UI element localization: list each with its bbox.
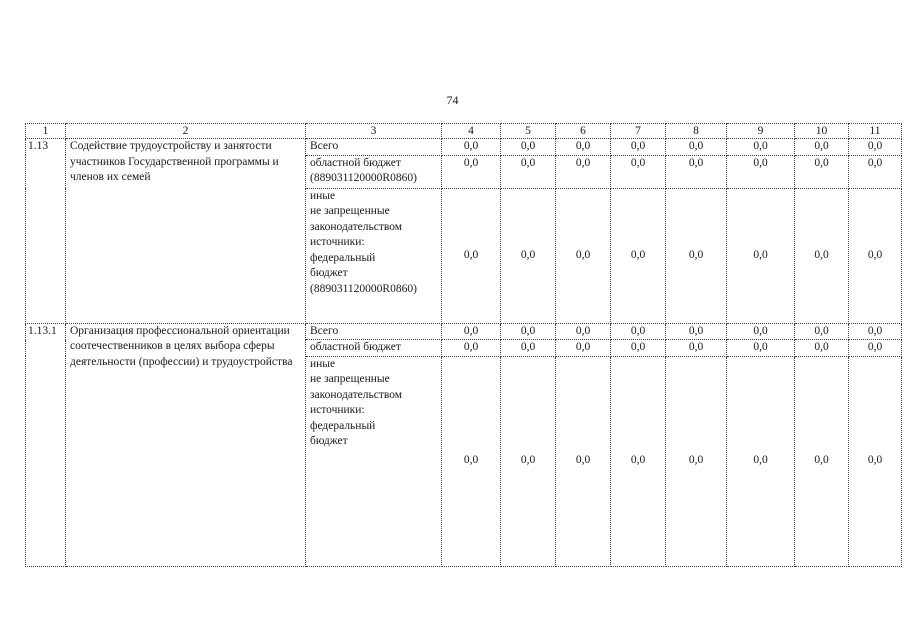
value-cell: 0,0 <box>727 340 795 357</box>
value-cell: 0,0 <box>795 139 849 156</box>
funding-source-line: Всего <box>310 140 339 152</box>
value-cell: 0,0 <box>727 323 795 340</box>
value-cell: 0,0 <box>795 323 849 340</box>
value-cell: 0,0 <box>501 188 556 323</box>
value-cell: 0,0 <box>666 139 727 156</box>
budget-table <box>25 123 902 567</box>
column-header: 9 <box>727 124 795 139</box>
item-code: 1.13 <box>26 139 66 324</box>
value-cell: 0,0 <box>666 155 727 188</box>
value-cell: 0,0 <box>727 139 795 156</box>
funding-source-line: не запрещенные <box>310 373 390 385</box>
value-cell: 0,0 <box>501 356 556 566</box>
funding-source-line: иные <box>310 189 336 202</box>
funding-source <box>306 340 442 357</box>
funding-source-line: бюджет <box>310 267 348 279</box>
funding-source-line: не запрещенные <box>310 205 390 217</box>
value-cell: 0,0 <box>442 323 501 340</box>
funding-source <box>306 356 442 566</box>
column-header: 6 <box>556 124 611 139</box>
value-cell: 0,0 <box>849 340 902 357</box>
funding-source-line: (889031120000R0860) <box>310 172 417 184</box>
value-cell: 0,0 <box>727 155 795 188</box>
value-cell: 0,0 <box>849 323 902 340</box>
header-row <box>26 124 902 139</box>
funding-source-line: иные <box>310 357 336 370</box>
column-header: 2 <box>66 124 306 139</box>
funding-source-line: источники: <box>310 236 365 248</box>
funding-source-line: бюджет <box>310 435 348 447</box>
funding-source-line: областной бюджет <box>310 341 401 353</box>
value-cell: 0,0 <box>849 188 902 323</box>
value-cell: 0,0 <box>611 356 666 566</box>
funding-source-line: федеральный <box>310 251 376 264</box>
funding-source <box>306 323 442 340</box>
column-header: 3 <box>306 124 442 139</box>
value-cell: 0,0 <box>556 340 611 357</box>
funding-source-line: источники: <box>310 404 365 416</box>
value-cell: 0,0 <box>442 155 501 188</box>
value-cell: 0,0 <box>556 188 611 323</box>
value-cell: 0,0 <box>556 356 611 566</box>
table-row <box>26 139 902 156</box>
column-header: 5 <box>501 124 556 139</box>
value-cell: 0,0 <box>611 155 666 188</box>
value-cell: 0,0 <box>556 323 611 340</box>
value-cell: 0,0 <box>442 340 501 357</box>
value-cell: 0,0 <box>795 356 849 566</box>
value-cell: 0,0 <box>666 340 727 357</box>
value-cell: 0,0 <box>727 188 795 323</box>
value-cell: 0,0 <box>849 139 902 156</box>
value-cell: 0,0 <box>611 139 666 156</box>
funding-source-line: законодательством <box>310 388 403 401</box>
funding-source-line: Всего <box>310 324 339 337</box>
value-cell: 0,0 <box>501 155 556 188</box>
value-cell: 0,0 <box>501 323 556 340</box>
value-cell: 0,0 <box>795 340 849 357</box>
value-cell: 0,0 <box>666 188 727 323</box>
value-cell: 0,0 <box>611 340 666 357</box>
value-cell: 0,0 <box>849 155 902 188</box>
value-cell: 0,0 <box>611 188 666 323</box>
column-header: 8 <box>666 124 727 139</box>
column-header: 11 <box>849 124 902 139</box>
value-cell: 0,0 <box>666 323 727 340</box>
page-number: 74 <box>446 93 459 107</box>
column-header: 1 <box>26 124 66 139</box>
value-cell: 0,0 <box>501 340 556 357</box>
value-cell: 0,0 <box>556 155 611 188</box>
funding-source-line: законодательством <box>310 220 403 233</box>
funding-source <box>306 139 442 156</box>
funding-source <box>306 188 442 323</box>
value-cell: 0,0 <box>666 356 727 566</box>
funding-source <box>306 155 442 188</box>
funding-source-line: федеральный <box>310 419 376 432</box>
value-cell: 0,0 <box>795 188 849 323</box>
value-cell: 0,0 <box>442 356 501 566</box>
value-cell: 0,0 <box>501 139 556 156</box>
item-name: Содействие трудоустройству и занятости участников Государственной программы и членов их семей <box>66 139 306 324</box>
item-code: 1.13.1 <box>26 323 66 566</box>
value-cell: 0,0 <box>611 323 666 340</box>
value-cell: 0,0 <box>442 139 501 156</box>
value-cell: 0,0 <box>727 356 795 566</box>
value-cell: 0,0 <box>795 155 849 188</box>
funding-source-line: областной бюджет <box>310 156 401 169</box>
value-cell: 0,0 <box>556 139 611 156</box>
table-row <box>26 323 902 340</box>
value-cell: 0,0 <box>849 356 902 566</box>
column-header: 4 <box>442 124 501 139</box>
column-header: 10 <box>795 124 849 139</box>
funding-source-line: (889031120000R0860) <box>310 282 417 295</box>
column-header: 7 <box>611 124 666 139</box>
item-name: Организация профессиональной ориентации соотечественников в целях выбора сферы деятельности (профессии) и трудоустройства <box>66 323 306 566</box>
value-cell: 0,0 <box>442 188 501 323</box>
